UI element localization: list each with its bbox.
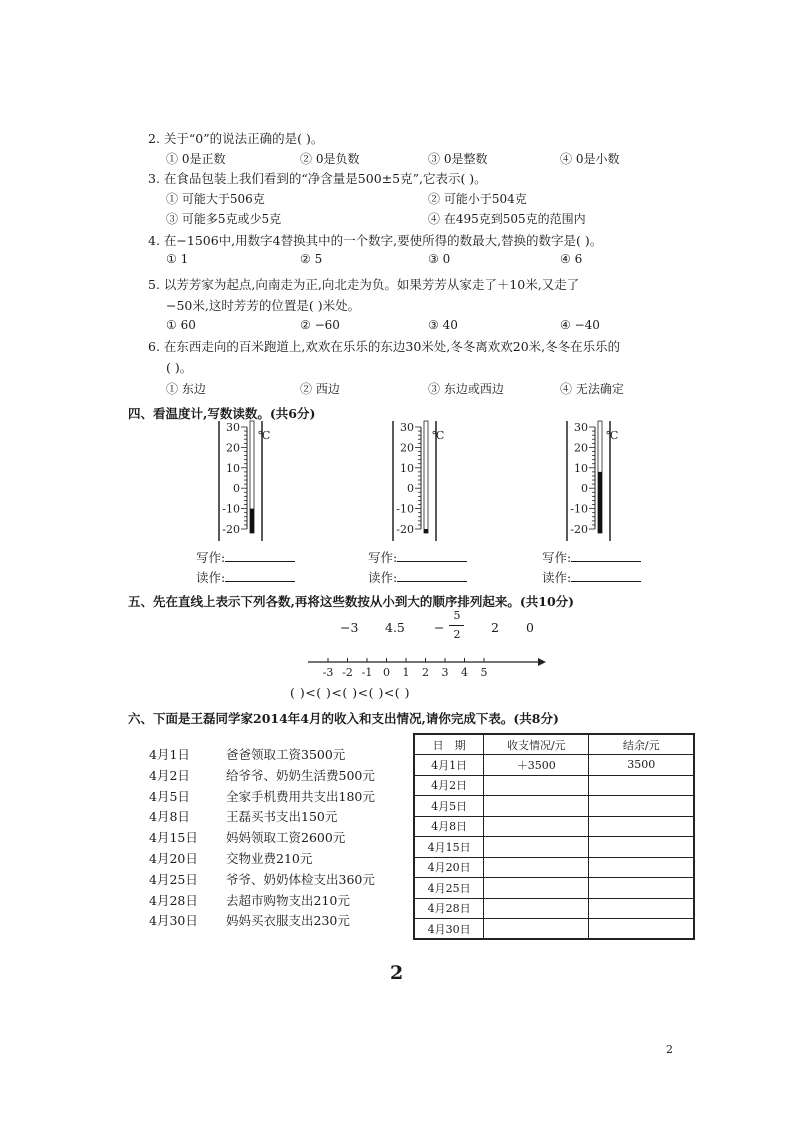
option-choice[interactable]: ④ 在495克到505克的范围内 (428, 212, 586, 226)
thermometer-scale-label: 0 (407, 482, 414, 496)
thermometer-mercury (424, 529, 428, 533)
transaction-date: 4月28日 (149, 892, 198, 908)
option-choice[interactable]: ③ 40 (428, 318, 458, 332)
thermometers-figure (0, 0, 793, 560)
cell-date: 4月8日 (414, 816, 484, 837)
cell-date: 4月1日 (414, 755, 484, 776)
option-choice[interactable]: ④ −40 (560, 318, 600, 332)
celsius-unit-label: ℃ (432, 429, 445, 442)
thermometer-scale-label: -10 (396, 502, 414, 516)
table-row (414, 878, 694, 899)
table-row (414, 796, 694, 817)
thermometer-scale-label: 10 (574, 461, 588, 475)
page-number-center: 2 (390, 962, 404, 984)
number-0: 0 (526, 620, 534, 635)
transaction-date: 4月25日 (149, 871, 198, 887)
option-choice[interactable]: ② 西边 (300, 382, 340, 396)
table-row (414, 898, 694, 919)
cell-change[interactable] (484, 857, 589, 878)
option-choice[interactable]: ③ 可能多5克或少5克 (166, 212, 282, 226)
cell-date: 4月25日 (414, 878, 484, 899)
cell-balance[interactable] (589, 796, 694, 817)
number-neg-sign: − (434, 620, 445, 635)
section4-title: 四、看温度计,写数读数。(共6分) (128, 406, 316, 421)
table-row (414, 837, 694, 858)
option-choice[interactable]: ① 1 (166, 252, 189, 266)
thermometer-scale-label: 30 (400, 421, 414, 434)
transaction-text: 爸爸领取工资3500元 (226, 747, 346, 762)
thermometer-mercury (250, 509, 254, 533)
cell-date: 4月28日 (414, 898, 484, 919)
cell-balance[interactable] (589, 775, 694, 796)
option-choice[interactable]: ④ 6 (560, 252, 583, 266)
question-stem: 2. 关于“0”的说法正确的是( )。 (148, 131, 324, 146)
number-line-tick-label: 3 (441, 666, 449, 679)
transaction-text: 王磊买书支出150元 (226, 809, 338, 825)
thermometer-scale-label: 0 (233, 482, 240, 496)
cell-balance[interactable] (589, 898, 694, 919)
header-change: 收支情况/元 (484, 734, 589, 755)
answer-blank[interactable] (397, 570, 467, 582)
cell-balance[interactable] (589, 837, 694, 858)
thermo3-read (542, 568, 641, 586)
transaction-date: 4月15日 (149, 830, 198, 846)
read-label: 读作: (196, 570, 226, 585)
option-choice[interactable]: ① 0是正数 (166, 152, 226, 166)
cell-date: 4月5日 (414, 796, 484, 817)
option-choice[interactable]: ① 东边 (166, 382, 206, 396)
cell-change[interactable]: ＋3500 (484, 755, 589, 776)
option-choice[interactable]: ② 5 (300, 252, 323, 266)
transaction-date: 4月5日 (149, 788, 190, 804)
table-row (414, 919, 694, 940)
header-date: 日 期 (414, 734, 484, 755)
transaction-text: 妈妈买衣服支出230元 (226, 913, 350, 929)
number-line-tick-label: 1 (402, 666, 410, 679)
cell-change[interactable] (484, 796, 589, 817)
number-line[interactable] (290, 654, 550, 684)
option-choice[interactable]: ③ 东边或西边 (428, 382, 504, 396)
order-answer-row[interactable]: ( )<( )<( )<( )<( ) (290, 685, 411, 700)
cell-date: 4月15日 (414, 837, 484, 858)
question-stem: 4. 在−1506中,用数字4替换其中的一个数字,要使所得的数最大,替换的数字是( )。 (148, 233, 603, 248)
answer-blank[interactable] (225, 550, 295, 562)
transaction-date: 4月20日 (149, 851, 198, 866)
answer-blank[interactable] (225, 570, 295, 582)
thermometer-scale-label: -10 (222, 502, 240, 516)
transaction-text: 妈妈领取工资2600元 (226, 830, 346, 846)
number-line-tick-label: 0 (383, 666, 390, 679)
read-label: 读作: (542, 570, 572, 585)
number-line-tick-label: -1 (361, 666, 373, 679)
cell-change[interactable] (484, 837, 589, 858)
thermo1-write (196, 548, 295, 566)
number-neg3: −3 (340, 620, 359, 635)
thermometer-scale-label: 20 (226, 441, 240, 455)
thermometer-tube (424, 421, 428, 533)
cell-balance[interactable]: 3500 (589, 755, 694, 776)
thermometer-scale-label: 10 (400, 461, 414, 475)
section6-title: 六、下面是王磊同学家2014年4月的收入和支出情况,请你完成下表。(共8分) (128, 711, 559, 726)
thermometer-scale-label: 20 (400, 441, 414, 455)
transaction-text: 给爷爷、奶奶生活费500元 (226, 767, 375, 783)
fraction-numerator: 5 (453, 609, 461, 622)
cell-balance[interactable] (589, 919, 694, 940)
transaction-text: 去超市购物支出210元 (226, 892, 350, 908)
write-label: 写作: (368, 550, 398, 565)
option-choice[interactable]: ① 60 (166, 318, 196, 332)
answer-blank[interactable] (571, 570, 641, 582)
celsius-unit-label: ℃ (606, 429, 619, 442)
number-line-tick-label: 4 (461, 666, 468, 679)
option-choice[interactable]: ① 可能大于506克 (166, 192, 265, 206)
cell-change[interactable] (484, 878, 589, 899)
transaction-date: 4月1日 (149, 747, 190, 762)
cell-date: 4月30日 (414, 919, 484, 940)
option-choice[interactable]: ② 可能小于504克 (428, 192, 527, 206)
thermometer-scale-label: -20 (222, 523, 240, 536)
thermometer-scale-label: 30 (574, 421, 588, 434)
option-choice[interactable]: ④ 0是小数 (560, 152, 620, 166)
question-stem: 3. 在食品包装上我们看到的“净含量是500±5克”,它表示( )。 (148, 171, 487, 186)
fraction-bar (449, 625, 464, 626)
number-line-tick-label: 2 (422, 666, 429, 679)
thermo2-read (368, 568, 467, 586)
cell-date: 4月2日 (414, 775, 484, 796)
cell-change[interactable] (484, 775, 589, 796)
section5-title: 五、先在直线上表示下列各数,再将这些数按从小到大的顺序排列起来。(共10分) (128, 594, 575, 609)
thermometer-scale-label: -20 (570, 523, 588, 536)
write-label: 写作: (196, 550, 226, 565)
transaction-date: 4月30日 (149, 913, 198, 929)
write-label: 写作: (542, 550, 572, 565)
transaction-text: 交物业费210元 (226, 851, 313, 866)
question-stem-continued: −50米,这时芳芳的位置是( )米处。 (166, 298, 361, 313)
transaction-text: 爷爷、奶奶体检支出360元 (226, 871, 375, 887)
cell-balance[interactable] (589, 878, 694, 899)
table-row (414, 755, 694, 776)
option-choice[interactable]: ② −60 (300, 318, 340, 332)
cell-change[interactable] (484, 898, 589, 919)
ledger-table (413, 733, 695, 940)
table-row (414, 775, 694, 796)
transaction-text: 全家手机费用共支出180元 (226, 788, 375, 804)
read-label: 读作: (368, 570, 398, 585)
thermometer-scale-label: 20 (574, 441, 588, 455)
page-number-corner: 2 (666, 1043, 673, 1056)
option-choice[interactable]: ② 0是负数 (300, 152, 360, 166)
celsius-unit-label: ℃ (258, 429, 271, 442)
option-choice[interactable]: ③ 0 (428, 252, 451, 266)
answer-blank[interactable] (571, 550, 641, 562)
thermo1-read (196, 568, 295, 586)
cell-change[interactable] (484, 816, 589, 837)
option-choice[interactable]: ④ 无法确定 (560, 382, 624, 396)
cell-balance[interactable] (589, 857, 694, 878)
table-header-row (414, 734, 694, 755)
thermometer-mercury (598, 472, 602, 533)
thermo2-write (368, 548, 467, 566)
transaction-date: 4月8日 (149, 809, 190, 825)
number-line-tick-label: -2 (342, 666, 353, 679)
number-line-arrow (538, 658, 546, 666)
number-line-tick-label: 5 (480, 666, 488, 679)
question-stem-continued: ( )。 (166, 360, 193, 375)
table-row (414, 857, 694, 878)
cell-date: 4月20日 (414, 857, 484, 878)
cell-change[interactable] (484, 919, 589, 940)
number-4-5: 4.5 (385, 620, 405, 635)
transaction-date: 4月2日 (149, 767, 190, 783)
number-line-tick-label: -3 (322, 666, 334, 679)
thermometer-scale-label: -20 (396, 523, 414, 536)
thermometer-scale-label: 30 (226, 421, 240, 434)
question-stem: 5. 以芳芳家为起点,向南走为正,向北走为负。如果芳芳从家走了＋10米,又走了 (148, 277, 580, 292)
thermometer-scale-label: 0 (581, 482, 588, 496)
thermometer-scale-label: 10 (226, 461, 240, 475)
answer-blank[interactable] (397, 550, 467, 562)
option-choice[interactable]: ③ 0是整数 (428, 152, 488, 166)
thermo3-write (542, 548, 641, 566)
number-2: 2 (491, 620, 499, 635)
table-row (414, 816, 694, 837)
cell-balance[interactable] (589, 816, 694, 837)
fraction-denominator: 2 (453, 628, 461, 641)
question-stem: 6. 在东西走向的百米跑道上,欢欢在乐乐的东边30米处,冬冬离欢欢20米,冬冬在乐乐的 (148, 339, 621, 354)
thermometer-scale-label: -10 (570, 502, 588, 516)
header-balance: 结余/元 (589, 734, 694, 755)
